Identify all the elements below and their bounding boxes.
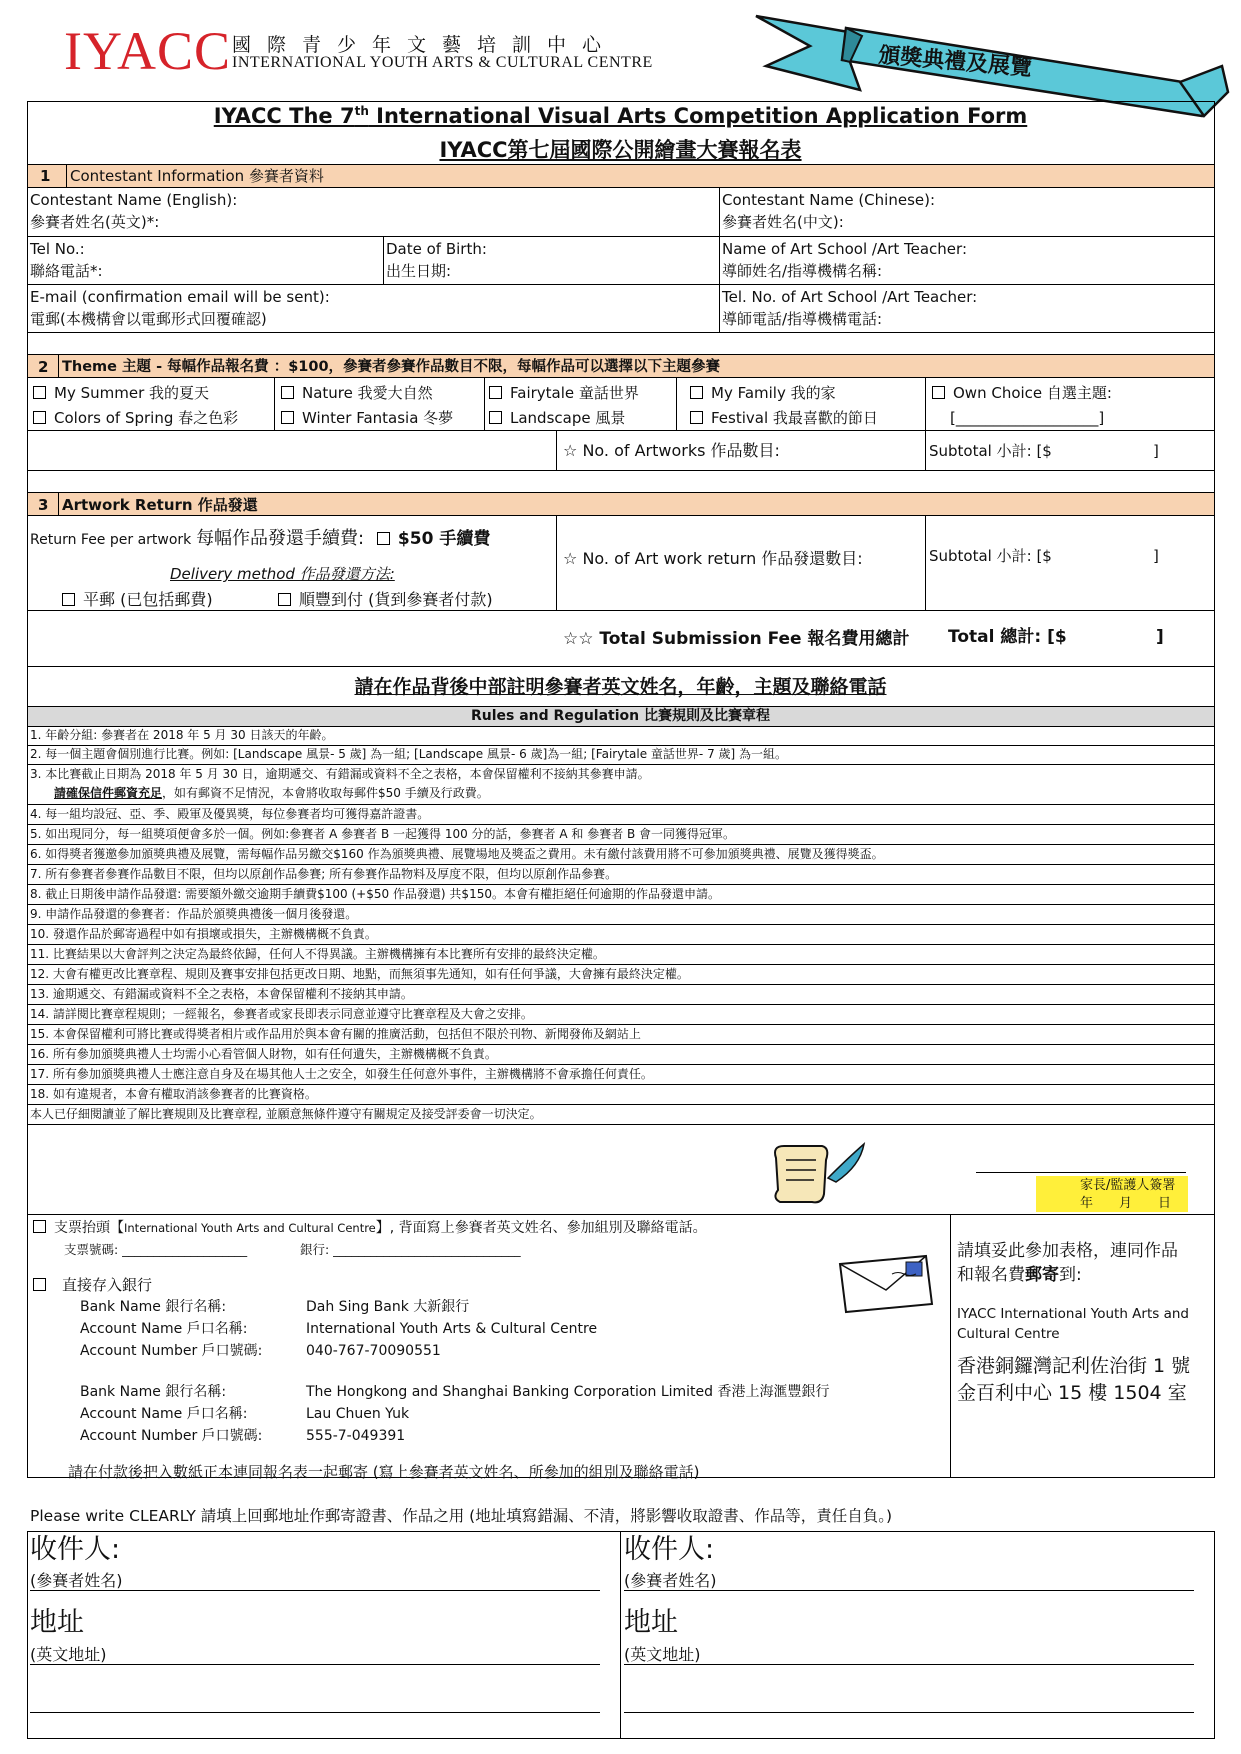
bank2-name: The Hongkong and Shanghai Banking Corporation Limited 香港上海滙豐銀行 bbox=[306, 1384, 830, 1400]
address-sub-right: (英文地址) bbox=[624, 1645, 701, 1664]
bank2-account-number-label: Account Number 戶口號碼: bbox=[80, 1428, 263, 1444]
rule-8: 8. 截止日期後申請作品發還: 需要額外繳交逾期手續費$100 (+$50 作品發還) 共$150。本會有權拒絕任何逾期的作品發還申請。 bbox=[30, 887, 720, 901]
theme-my-summer[interactable]: My Summer 我的夏天 bbox=[33, 382, 209, 404]
checkbox-icon bbox=[33, 1220, 46, 1233]
agreement-statement: 本人已仔細閱讀並了解比賽規則及比賽章程, 並願意無條件遵守有關規定及接受評委會一切決定。 bbox=[30, 1107, 542, 1121]
rule-2: 2. 每一個主題會個別進行比賽。例如: [Landscape 風景- 5 歲] 為一組; [Landscape 風景- 6 歲]為一組; [Fairytale 童話世界- 7 歲] 為一組。 bbox=[30, 747, 788, 761]
bank1-account-name-label: Account Name 戶口名稱: bbox=[80, 1321, 248, 1337]
bank2-account-name-label: Account Name 戶口名稱: bbox=[80, 1406, 248, 1422]
checkbox-icon bbox=[932, 386, 945, 399]
mail-intro-1: 請填妥此參加表格，連同作品 bbox=[957, 1241, 1178, 1261]
rule-1: 1. 年齡分組: 參賽者在 2018 年 5 月 30 日該天的年齡。 bbox=[30, 728, 334, 742]
logo-abbr: IYACC bbox=[64, 21, 232, 81]
theme-nature[interactable]: Nature 我愛大自然 bbox=[281, 382, 433, 404]
bank1-account-number: 040-767-70090551 bbox=[306, 1343, 441, 1359]
artworks-count-label[interactable]: ☆ No. of Artworks 作品數目: bbox=[563, 441, 780, 460]
bank1-account-name: International Youth Arts & Cultural Centre bbox=[306, 1321, 598, 1337]
bank1-name: Dah Sing Bank 大新銀行 bbox=[306, 1299, 470, 1315]
form-title-zh: IYACC第七屆國際公開繪畫大賽報名表 bbox=[439, 138, 802, 162]
delivery-method-label: Delivery method 作品發還方法: bbox=[170, 565, 395, 583]
bank2-account-name: Lau Chuen Yuk bbox=[306, 1406, 410, 1422]
logo-chinese-name: 國際青少年文藝培訓中心 bbox=[232, 34, 618, 56]
org-name-2: Cultural Centre bbox=[957, 1326, 1060, 1342]
total-field[interactable]: Total 總計: [$ bbox=[948, 627, 1067, 647]
rule-4: 4. 每一組均設冠、亞、季、殿軍及優異獎，每位參賽者均可獲得嘉許證書。 bbox=[30, 807, 430, 821]
delivery-post-option[interactable]: 平郵 (已包括郵費) bbox=[62, 589, 213, 611]
checkbox-icon bbox=[281, 386, 294, 399]
rule-5: 5. 如出現同分，每一組獎項便會多於一個。例如:參賽者 A 參賽者 B 一起獲得 100 分的話，參賽者 A 和 參賽者 B 會一同獲得冠軍。 bbox=[30, 827, 736, 841]
rule-14: 14. 請詳閱比賽章程規則；一經報名，參賽者或家長即表示同意並遵守比賽章程及大會之安排。 bbox=[30, 1007, 533, 1021]
theme-winter-fantasia[interactable]: Winter Fantasia 冬夢 bbox=[281, 407, 453, 429]
section2-title: Theme 主題 - 每幅作品報名費 ：$100，參賽者參賽作品數目不限，每幅作品可以選擇以下主題參賽 bbox=[62, 359, 721, 375]
name-zh-label-zh[interactable]: 參賽者姓名(中文): bbox=[722, 213, 844, 231]
checkbox-icon bbox=[278, 593, 291, 606]
checkbox-icon bbox=[33, 411, 46, 424]
delivery-sf-option[interactable]: 順豐到付 (貨到參賽者付款) bbox=[278, 589, 493, 611]
tel-label: Tel No.: bbox=[30, 240, 85, 258]
address-label-right: 地址 bbox=[624, 1607, 678, 1638]
star-icon: ☆☆ bbox=[563, 629, 600, 649]
rule-15: 15. 本會保留權利可將比賽或得獎者相片或作品用於與本會有關的推廣活動，包括但不限於刊物、新聞發佈及網站上 bbox=[30, 1027, 641, 1041]
rule-17: 17. 所有參加頒獎典禮人士應注意自身及在場其他人士之安全，如發生任何意外事件，主辦機構將不會承擔任何責任。 bbox=[30, 1067, 653, 1081]
form-title-en: IYACC The 7th International Visual Arts Competition Application Form bbox=[213, 104, 1028, 128]
subtotal-return-bracket: ] bbox=[1153, 547, 1159, 565]
rule-13: 13. 逾期遞交、有錯漏或資料不全之表格，本會保留權利不接納其申請。 bbox=[30, 987, 413, 1001]
mail-address-1: 香港銅鑼灣記利佐治街 1 號 bbox=[957, 1355, 1191, 1377]
subtotal-bracket: ] bbox=[1153, 442, 1159, 460]
rule-11: 11. 比賽結果以大會評判之決定為最終依歸，任何人不得異議。主辦機構擁有本比賽所有安排的最終決定權。 bbox=[30, 947, 605, 961]
checkbox-icon bbox=[690, 386, 703, 399]
mail-address-2: 金百利中心 15 樓 1504 室 bbox=[957, 1382, 1187, 1404]
name-zh-label: Contestant Name (Chinese): bbox=[722, 191, 936, 209]
subtotal-artworks[interactable]: Subtotal 小計: [$ bbox=[929, 442, 1052, 460]
total-bracket: ] bbox=[1156, 627, 1164, 647]
rules-title: Rules and Regulation 比賽規則及比賽章程 bbox=[470, 708, 771, 724]
checkbox-icon bbox=[281, 411, 294, 424]
section1-number: 1 bbox=[40, 167, 51, 185]
total-fee-label: ☆☆ Total Submission Fee 報名費用總計 bbox=[563, 629, 910, 649]
org-name-1: IYACC International Youth Arts and bbox=[957, 1306, 1189, 1322]
logo-english-name: INTERNATIONAL YOUTH ARTS & CULTURAL CENTRE bbox=[232, 54, 653, 71]
rule-12: 12. 大會有權更改比賽章程、規則及賽事安排包括更改日期、地點，而無須事先通知，如有任何爭議，大會擁有最終決定權。 bbox=[30, 967, 689, 981]
email-label-zh[interactable]: 電郵(本機構會以電郵形式回覆確認) bbox=[30, 310, 267, 328]
theme-my-family[interactable]: My Family 我的家 bbox=[690, 382, 836, 404]
checkbox-icon bbox=[489, 411, 502, 424]
return-address-box bbox=[27, 1531, 1215, 1739]
name-en-label-zh[interactable]: 參賽者姓名(英文)*: bbox=[30, 213, 160, 231]
theme-fairytale[interactable]: Fairytale 童話世界 bbox=[489, 382, 639, 404]
subtotal-return[interactable]: Subtotal 小計: [$ bbox=[929, 547, 1052, 565]
checkbox-icon bbox=[690, 411, 703, 424]
recipient-label-right: 收件人: bbox=[624, 1534, 715, 1565]
rule-18: 18. 如有違規者，本會有權取消該參賽者的比賽資格。 bbox=[30, 1087, 317, 1101]
star-icon: ☆ bbox=[563, 549, 583, 568]
address-label-left: 地址 bbox=[30, 1607, 84, 1638]
checkbox-icon bbox=[377, 532, 390, 545]
cheque-number-field[interactable]: 支票號碼: ____________________ bbox=[64, 1242, 248, 1257]
bank1-account-number-label: Account Number 戶口號碼: bbox=[80, 1343, 263, 1359]
checkbox-icon bbox=[489, 386, 502, 399]
section3-number: 3 bbox=[38, 496, 49, 514]
rule-3-postage: 請確保信件郵資充足，如有郵資不足情況，本會將收取每郵件$50 手續及行政費。 bbox=[54, 786, 489, 800]
rule-7: 7. 所有參賽者參賽作品數目不限，但均以原創作品參賽; 所有參賽作品物料及厚度不限，但均以原創作品參賽。 bbox=[30, 867, 618, 881]
theme-own-choice[interactable]: Own Choice 自選主題: bbox=[932, 382, 1112, 404]
school-label: Name of Art School /Art Teacher: bbox=[722, 240, 967, 258]
email-label: E-mail (confirmation email will be sent): bbox=[30, 288, 330, 306]
checkbox-icon bbox=[33, 1278, 46, 1291]
payment-note: 請在付款後把入數紙正本連同報名表一起郵寄 (寫上參賽者英文姓名、所參加的組別及聯絡電話) bbox=[68, 1463, 700, 1481]
deposit-option[interactable]: 直接存入銀行 bbox=[33, 1274, 152, 1296]
section3-title: Artwork Return 作品發還 bbox=[62, 496, 258, 514]
theme-landscape[interactable]: Landscape 風景 bbox=[489, 407, 625, 429]
rule-6: 6. 如得獎者獲邀參加頒獎典禮及展覽，需每幅作品另繳交$160 作為頒獎典禮、展覽場地及獎盃之費用。未有繳付該費用將不可參加頒獎典禮、展覽及獲得獎盃。 bbox=[30, 847, 884, 861]
bank2-account-number: 555-7-049391 bbox=[306, 1428, 406, 1444]
checkbox-icon bbox=[33, 386, 46, 399]
envelope-icon bbox=[836, 1254, 936, 1316]
theme-colors-of-spring[interactable]: Colors of Spring 春之色彩 bbox=[33, 407, 238, 429]
scroll-quill-icon bbox=[768, 1138, 868, 1208]
return-address-instruction: Please write CLEARLY 請填上回郵地址作郵寄證書、作品之用 (地址填寫錯漏、不清，將影響收取證書、作品等，責任自負。) bbox=[30, 1507, 892, 1525]
mail-intro-2: 和報名費郵寄到: bbox=[957, 1265, 1082, 1285]
rule-16: 16. 所有參加頒獎典禮人士均需小心看管個人財物，如有任何遺失，主辦機構概不負責。 bbox=[30, 1047, 497, 1061]
signature-date[interactable]: 年 月 日 bbox=[1080, 1196, 1172, 1211]
checkbox-icon bbox=[62, 593, 75, 606]
signature-label[interactable]: 家長/監護人簽署 bbox=[1080, 1178, 1176, 1193]
star-icon: ☆ bbox=[563, 441, 583, 460]
theme-festival[interactable]: Festival 我最喜歡的節日 bbox=[690, 407, 878, 429]
artwork-label-notice: 請在作品背後中部註明參賽者英文姓名，年齡，主題及聯絡電話 bbox=[354, 676, 887, 698]
own-choice-field[interactable]: [___________________] bbox=[950, 409, 1105, 427]
banner-text: 頒獎典禮及展覽 bbox=[877, 42, 1033, 82]
section2-number: 2 bbox=[38, 358, 49, 376]
dob-label: Date of Birth: bbox=[386, 240, 487, 258]
name-en-label: Contestant Name (English): bbox=[30, 191, 238, 209]
school-tel-label: Tel. No. of Art School /Art Teacher: bbox=[722, 288, 978, 306]
section1-title: Contestant Information 參賽者資料 bbox=[70, 167, 324, 185]
address-sub-left: (英文地址) bbox=[30, 1645, 107, 1664]
dob-label-zh[interactable]: 出生日期: bbox=[386, 262, 452, 280]
rule-3: 3. 本比賽截止日期為 2018 年 5 月 30 日，逾期遞交、有錯漏或資料不全之表格，本會保留權利不接納其參賽申請。 bbox=[30, 767, 650, 781]
bank-field[interactable]: 銀行: ______________________________ bbox=[300, 1242, 521, 1257]
school-label-zh[interactable]: 導師姓名/指導機構名稱: bbox=[722, 262, 883, 280]
rule-9: 9. 申請作品發還的參賽者：作品於頒獎典禮後一個月後發還。 bbox=[30, 907, 358, 921]
return-fee-label[interactable]: Return Fee per artwork 每幅作品發還手續費: $50 手續費 bbox=[30, 528, 491, 549]
recipient-sub-left: (參賽者姓名) bbox=[30, 1571, 123, 1590]
tel-label-zh[interactable]: 聯絡電話*: bbox=[30, 262, 103, 280]
cheque-option[interactable]: 支票抬頭【International Youth Arts and Cultural Centre】, 背面寫上參賽者英文姓名、參加組別及聯絡電話。 bbox=[33, 1218, 707, 1238]
return-count-label[interactable]: ☆ No. of Art work return 作品發還數目: bbox=[563, 549, 863, 568]
bank1-name-label: Bank Name 銀行名稱: bbox=[80, 1299, 227, 1315]
bank2-name-label: Bank Name 銀行名稱: bbox=[80, 1384, 227, 1400]
school-tel-label-zh[interactable]: 導師電話/指導機構電話: bbox=[722, 310, 883, 328]
recipient-sub-right: (參賽者姓名) bbox=[624, 1571, 717, 1590]
rule-10: 10. 發還作品於郵寄過程中如有損壞或損失，主辦機構概不負責。 bbox=[30, 927, 377, 941]
recipient-label-left: 收件人: bbox=[30, 1534, 121, 1565]
